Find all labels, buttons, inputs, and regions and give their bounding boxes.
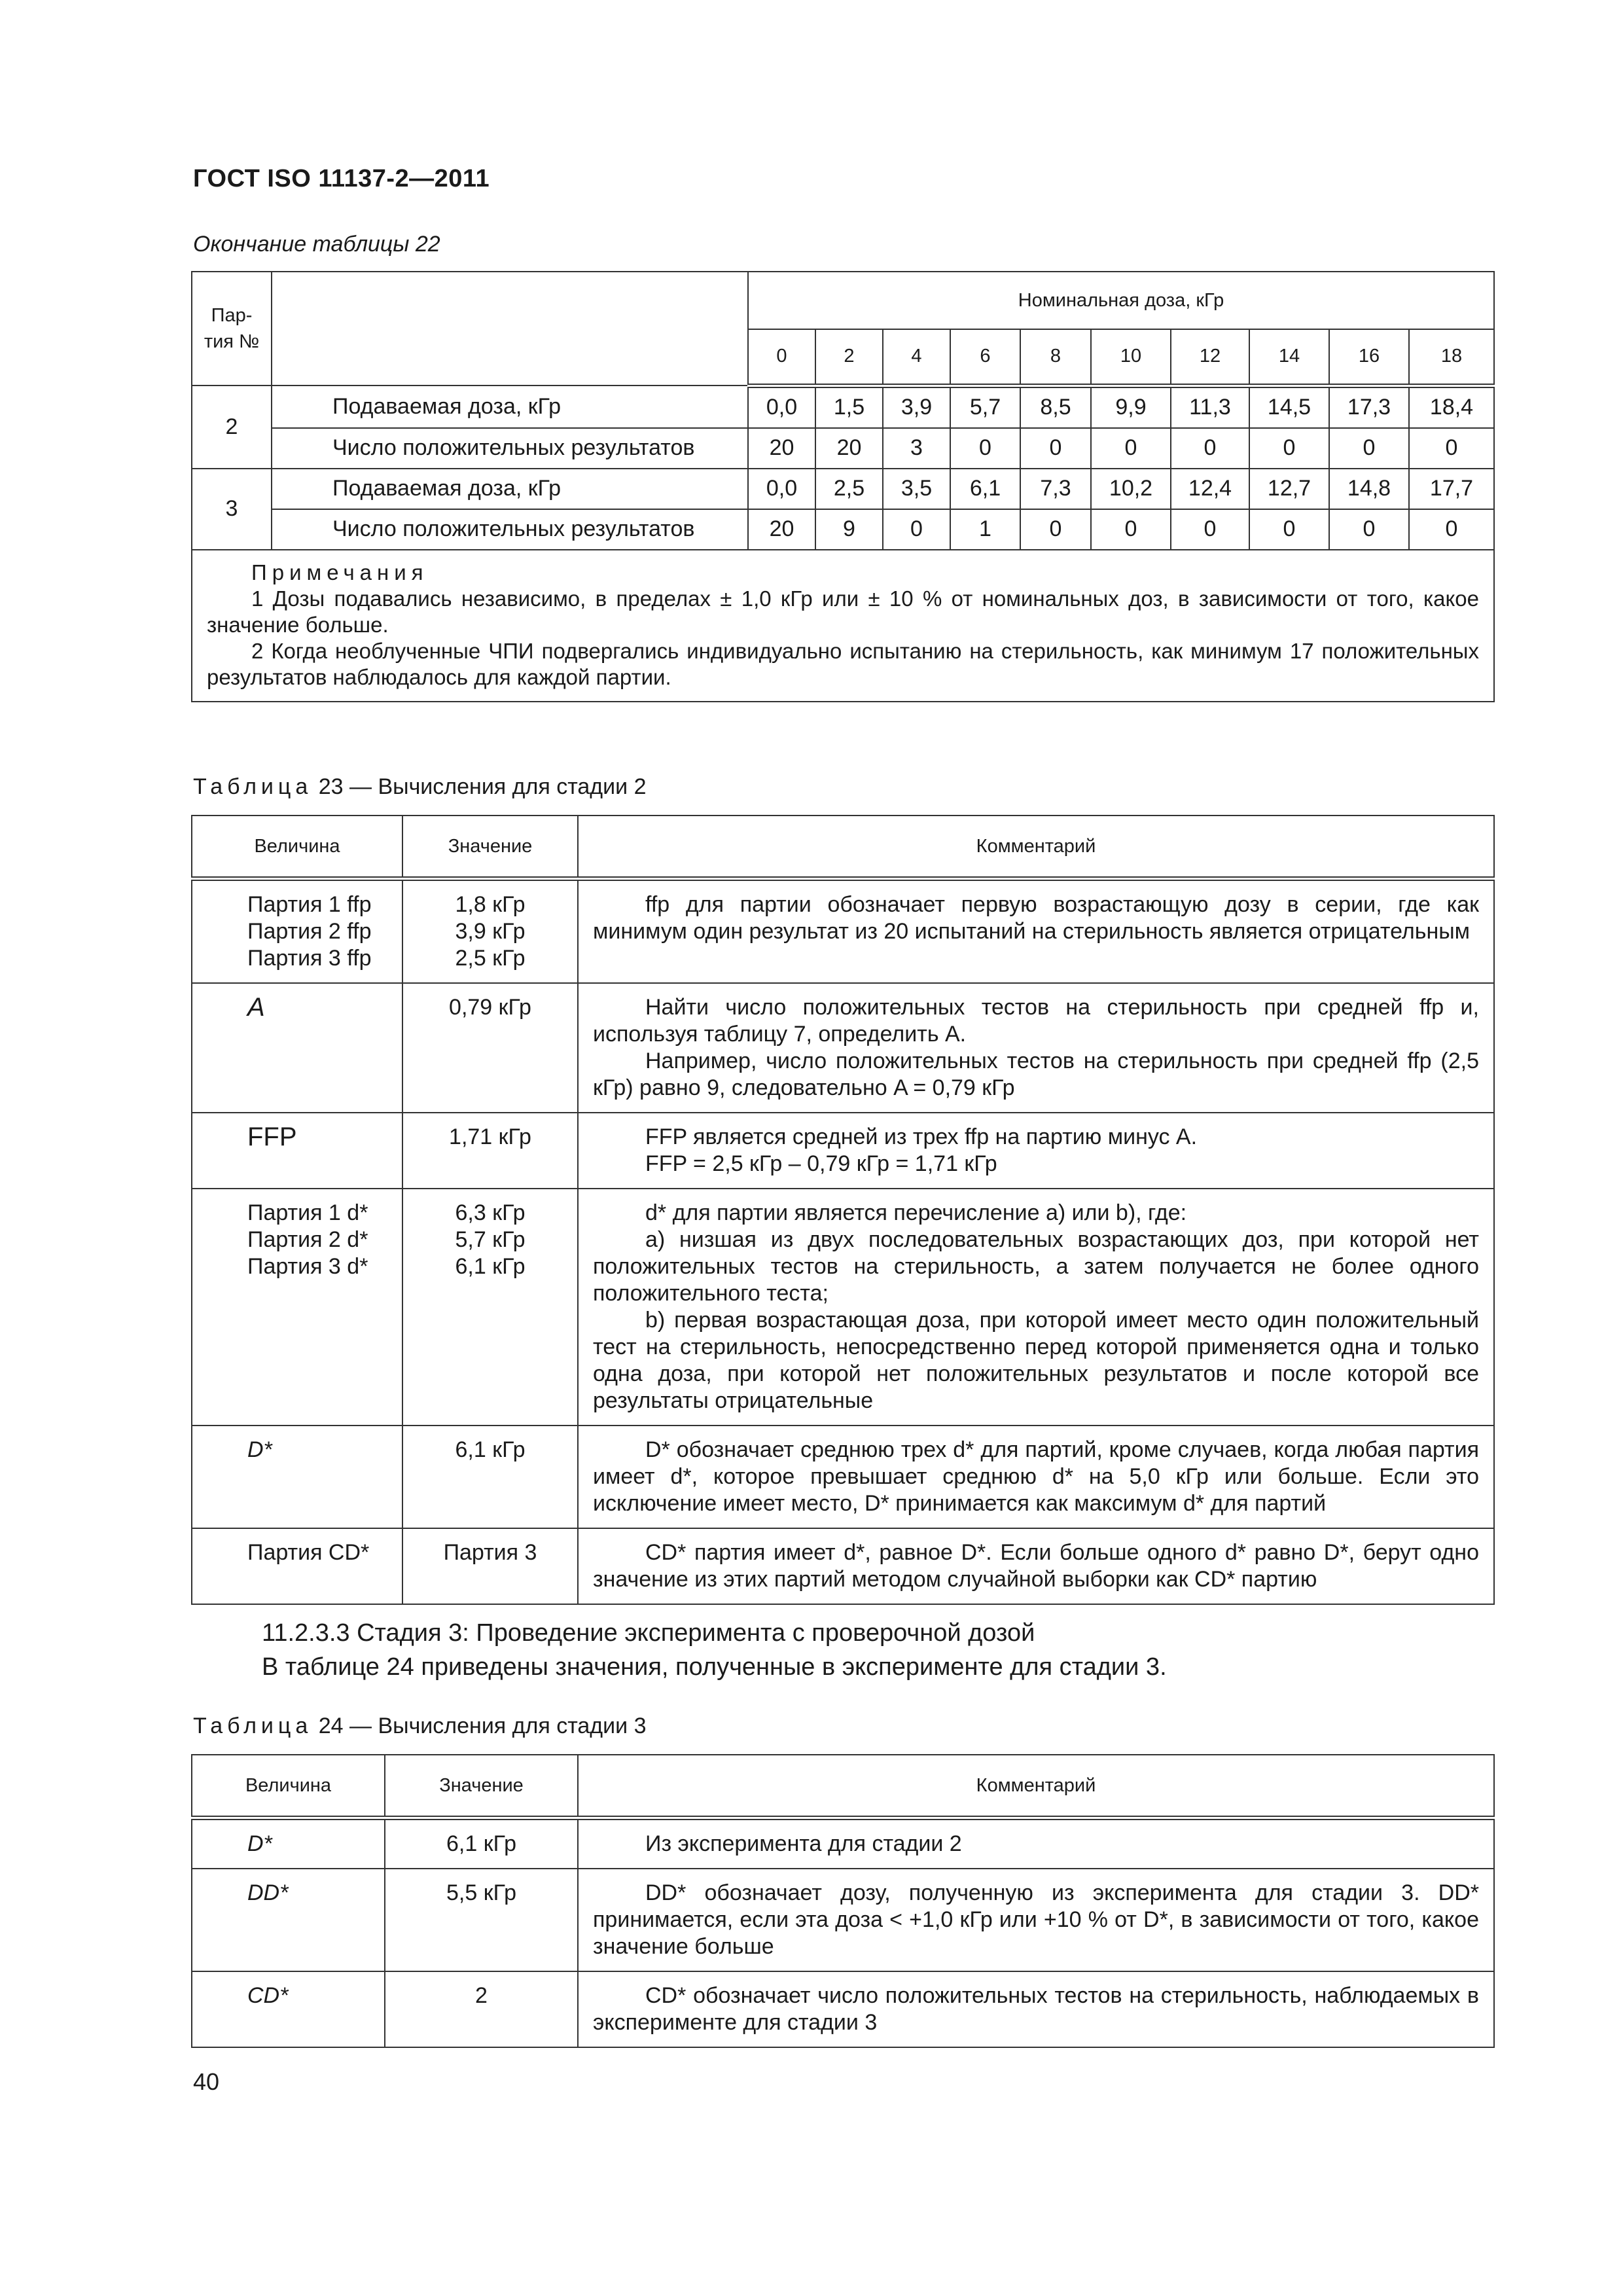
row-label: Подаваемая доза, кГр [272, 469, 748, 509]
nominal-dose-value: 6 [950, 329, 1020, 386]
quantity-line: D* [247, 1437, 272, 1462]
table-cell: 0 [1020, 428, 1091, 469]
value-line: 5,7 кГр [455, 1227, 526, 1252]
party-column-header: Пар- тия № [192, 272, 272, 386]
table23-caption-prefix: Таблица [193, 774, 313, 799]
comment-cell [578, 1869, 1494, 1971]
quantity-cell [192, 1528, 402, 1604]
comment-cell [578, 1528, 1494, 1604]
table-cell: 12,7 [1249, 469, 1329, 509]
table-row [192, 1189, 1494, 1426]
nominal-dose-value: 8 [1020, 329, 1091, 386]
table-cell: 0 [1171, 428, 1249, 469]
table-cell: 0 [1171, 509, 1249, 550]
table-24 [191, 1754, 1495, 2048]
section-text: В таблице 24 приведены значения, полученные в эксперименте для стадии 3. [262, 1653, 1167, 1681]
quantity-line: FFP [247, 1122, 297, 1151]
table-cell: 0 [1409, 428, 1494, 469]
table-cell: 0,0 [748, 469, 815, 509]
table-cell: 0 [1409, 509, 1494, 550]
value-cell: 2 [385, 1971, 578, 2047]
header-comment: Комментарий [578, 1755, 1494, 1818]
comment-cell [578, 1113, 1494, 1189]
table-cell: 17,3 [1329, 386, 1409, 428]
value-line: Партия 3 [443, 1540, 537, 1565]
comment-text: d* для партии является перечисление a) или b), где: [645, 1200, 1187, 1225]
table24-caption-prefix: Таблица [193, 1713, 313, 1738]
value-cell [402, 879, 578, 984]
value-line: 2,5 кГр [455, 946, 526, 971]
quantity-line: Партия 3 ffp [247, 946, 372, 971]
table-cell: 8,5 [1020, 386, 1091, 428]
quantity-line: Партия 1 d* [247, 1200, 368, 1225]
header-quantity: Величина [192, 1755, 385, 1818]
table-cell: 6,1 [950, 469, 1020, 509]
comment-text: CD* обозначает число положительных тестов на стерильность, наблюдаемых в эксперименте для стадии 3 [593, 1983, 1479, 2035]
table-cell: 0 [883, 509, 950, 550]
comment-text: FFP является средней из трех ffp на партию минус A. [645, 1124, 1198, 1149]
table23-caption-title: 23 — Вычисления для стадии 2 [312, 774, 647, 799]
table-row [192, 386, 1494, 428]
party-number: 2 [192, 386, 272, 469]
value-line: 1,71 кГр [449, 1124, 531, 1149]
table-cell: 17,7 [1409, 469, 1494, 509]
comment-text: b) первая возрастающая доза, при которой имеет место один положительный тест на стерильность, непосредственно перед которой применяется одна и только одна доза, при которой нет положительных результатов и после которой все результаты отрицательные [593, 1308, 1479, 1413]
table-row [192, 983, 1494, 1113]
table-row [192, 1869, 1494, 1971]
table-row [192, 469, 1494, 509]
comment-text: Например, число положительных тестов на стерильность при средней ffp (2,5 кГр) равно 9, следовательно A = 0,79 кГр [593, 1049, 1479, 1100]
row-label: Подаваемая доза, кГр [272, 386, 748, 428]
document-title: ГОСТ ISO 11137-2—2011 [193, 165, 490, 192]
table-row [192, 1971, 1494, 2047]
table22-caption: Окончание таблицы 22 [193, 232, 440, 257]
page-number: 40 [193, 2068, 220, 2095]
table-cell: 20 [815, 428, 883, 469]
table-cell: 1 [950, 509, 1020, 550]
table-cell: 0 [1091, 428, 1171, 469]
comment-text: a) низшая из двух последовательных возрастающих доз, при которой нет положительных тестов на стерильность, а затем получается не более одного положительного теста; [593, 1227, 1479, 1306]
comment-text: CD* партия имеет d*, равное D*. Если больше одного d* равно D*, берут одно значение из этих партий методом случайной выборки как CD* партию [593, 1540, 1479, 1592]
comment-text: Из эксперимента для стадии 2 [645, 1831, 962, 1856]
nominal-dose-value: 2 [815, 329, 883, 386]
table-row [192, 1528, 1494, 1604]
table-cell: 14,8 [1329, 469, 1409, 509]
value-line: 6,1 кГр [455, 1254, 526, 1279]
table-row [192, 879, 1494, 984]
party-number: 3 [192, 469, 272, 550]
value-line: 0,79 кГр [449, 995, 531, 1020]
quantity-cell [192, 1426, 402, 1528]
value-line: 1,8 кГр [455, 892, 526, 917]
table-cell: 9,9 [1091, 386, 1171, 428]
nominal-dose-value: 0 [748, 329, 815, 386]
table22-notes [192, 550, 1494, 702]
table-cell: 10,2 [1091, 469, 1171, 509]
nominal-dose-value: 18 [1409, 329, 1494, 386]
quantity-cell: CD* [192, 1971, 385, 2047]
table-cell: 3,9 [883, 386, 950, 428]
blank-header-cell [272, 272, 748, 386]
comment-cell [578, 983, 1494, 1113]
table-23 [191, 815, 1495, 1605]
nominal-dose-value: 10 [1091, 329, 1171, 386]
comment-text: ffp для партии обозначает первую возрастающую дозу в серии, где как минимум один результат из 20 испытаний на стерильность является отрицательным [593, 892, 1479, 944]
row-label: Число положительных результатов [272, 428, 748, 469]
nominal-dose-value: 14 [1249, 329, 1329, 386]
value-cell: 6,1 кГр [385, 1818, 578, 1869]
value-cell [402, 1113, 578, 1189]
quantity-line: Партия 3 d* [247, 1254, 368, 1279]
quantity-line: Партия 1 ffp [247, 892, 372, 917]
comment-cell [578, 879, 1494, 984]
header-quantity: Величина [192, 816, 402, 879]
table-cell: 9 [815, 509, 883, 550]
table-cell: 2,5 [815, 469, 883, 509]
table-cell: 20 [748, 509, 815, 550]
table-row [192, 1426, 1494, 1528]
quantity-line: Партия CD* [247, 1540, 370, 1565]
table-cell: 0 [1020, 509, 1091, 550]
value-cell [402, 1189, 578, 1426]
table-cell: 3 [883, 428, 950, 469]
value-cell [402, 1528, 578, 1604]
quantity-cell [192, 1189, 402, 1426]
value-line: 3,9 кГр [455, 919, 526, 944]
table-cell: 14,5 [1249, 386, 1329, 428]
quantity-cell: D* [192, 1818, 385, 1869]
comment-cell [578, 1426, 1494, 1528]
value-line: 6,3 кГр [455, 1200, 526, 1225]
header-value: Значение [385, 1755, 578, 1818]
comment-cell [578, 1189, 1494, 1426]
table-row [192, 1818, 1494, 1869]
nominal-dose-value: 4 [883, 329, 950, 386]
table-cell: 0 [1091, 509, 1171, 550]
quantity-line: A [247, 993, 265, 1022]
value-cell [402, 1426, 578, 1528]
row-label: Число положительных результатов [272, 509, 748, 550]
comment-cell [578, 1971, 1494, 2047]
table-cell: 18,4 [1409, 386, 1494, 428]
note-1: 1 Дозы подавались независимо, в пределах ± 1,0 кГр или ± 10 % от номинальных доз, в зависимости от того, какое значение больше. [207, 586, 1480, 637]
table-cell: 5,7 [950, 386, 1020, 428]
table-row [192, 509, 1494, 550]
table-cell: 20 [748, 428, 815, 469]
table-cell: 12,4 [1171, 469, 1249, 509]
table23-caption [193, 774, 646, 800]
table-22 [191, 271, 1495, 702]
comment-text: Найти число положительных тестов на стерильность при средней ffp и, используя таблицу 7, определить A. [593, 995, 1479, 1047]
quantity-cell [192, 1113, 402, 1189]
nominal-dose-value: 16 [1329, 329, 1409, 386]
value-cell [402, 983, 578, 1113]
table-cell: 0 [950, 428, 1020, 469]
quantity-line: Партия 2 ffp [247, 919, 372, 944]
table-cell: 7,3 [1020, 469, 1091, 509]
quantity-cell [192, 983, 402, 1113]
comment-text: FFP = 2,5 кГр – 0,79 кГр = 1,71 кГр [645, 1151, 997, 1176]
table24-caption [193, 1713, 646, 1739]
table-cell: 11,3 [1171, 386, 1249, 428]
table-cell: 3,5 [883, 469, 950, 509]
quantity-line: Партия 2 d* [247, 1227, 368, 1252]
nominal-dose-value: 12 [1171, 329, 1249, 386]
table-cell: 0 [1329, 509, 1409, 550]
section-heading: 11.2.3.3 Стадия 3: Проведение эксперимента с проверочной дозой [262, 1619, 1035, 1647]
quantity-cell [192, 879, 402, 984]
value-cell: 5,5 кГр [385, 1869, 578, 1971]
table-cell: 1,5 [815, 386, 883, 428]
quantity-cell: DD* [192, 1869, 385, 1971]
note-2: 2 Когда необлученные ЧПИ подвергались индивидуально испытанию на стерильность, как минимум 17 положительных результатов наблюдалось для каждой партии. [207, 638, 1480, 689]
value-line: 6,1 кГр [455, 1437, 526, 1462]
table-cell: 0 [1249, 509, 1329, 550]
nominal-dose-header: Номинальная доза, кГр [748, 272, 1494, 329]
table-cell: 0 [1329, 428, 1409, 469]
header-comment: Комментарий [578, 816, 1494, 879]
notes-title: Примечания [251, 560, 429, 584]
header-value: Значение [402, 816, 578, 879]
comment-cell [578, 1818, 1494, 1869]
table-row [192, 428, 1494, 469]
comment-text: DD* обозначает дозу, полученную из эксперимента для стадии 3. DD* принимается, если эта доза < +1,0 кГр или +10 % от D*, в зависимости от того, какое значение больше [593, 1880, 1479, 1959]
table24-caption-title: 24 — Вычисления для стадии 3 [312, 1713, 647, 1738]
comment-text: D* обозначает среднюю трех d* для партий, кроме случаев, когда любая партия имеет d*, которое превышает среднюю d* на 5,0 кГр или больше. Если это исключение имеет место, D* принимается как максимум d* для партий [593, 1437, 1479, 1516]
table-cell: 0 [1249, 428, 1329, 469]
table-cell: 0,0 [748, 386, 815, 428]
table-row [192, 1113, 1494, 1189]
